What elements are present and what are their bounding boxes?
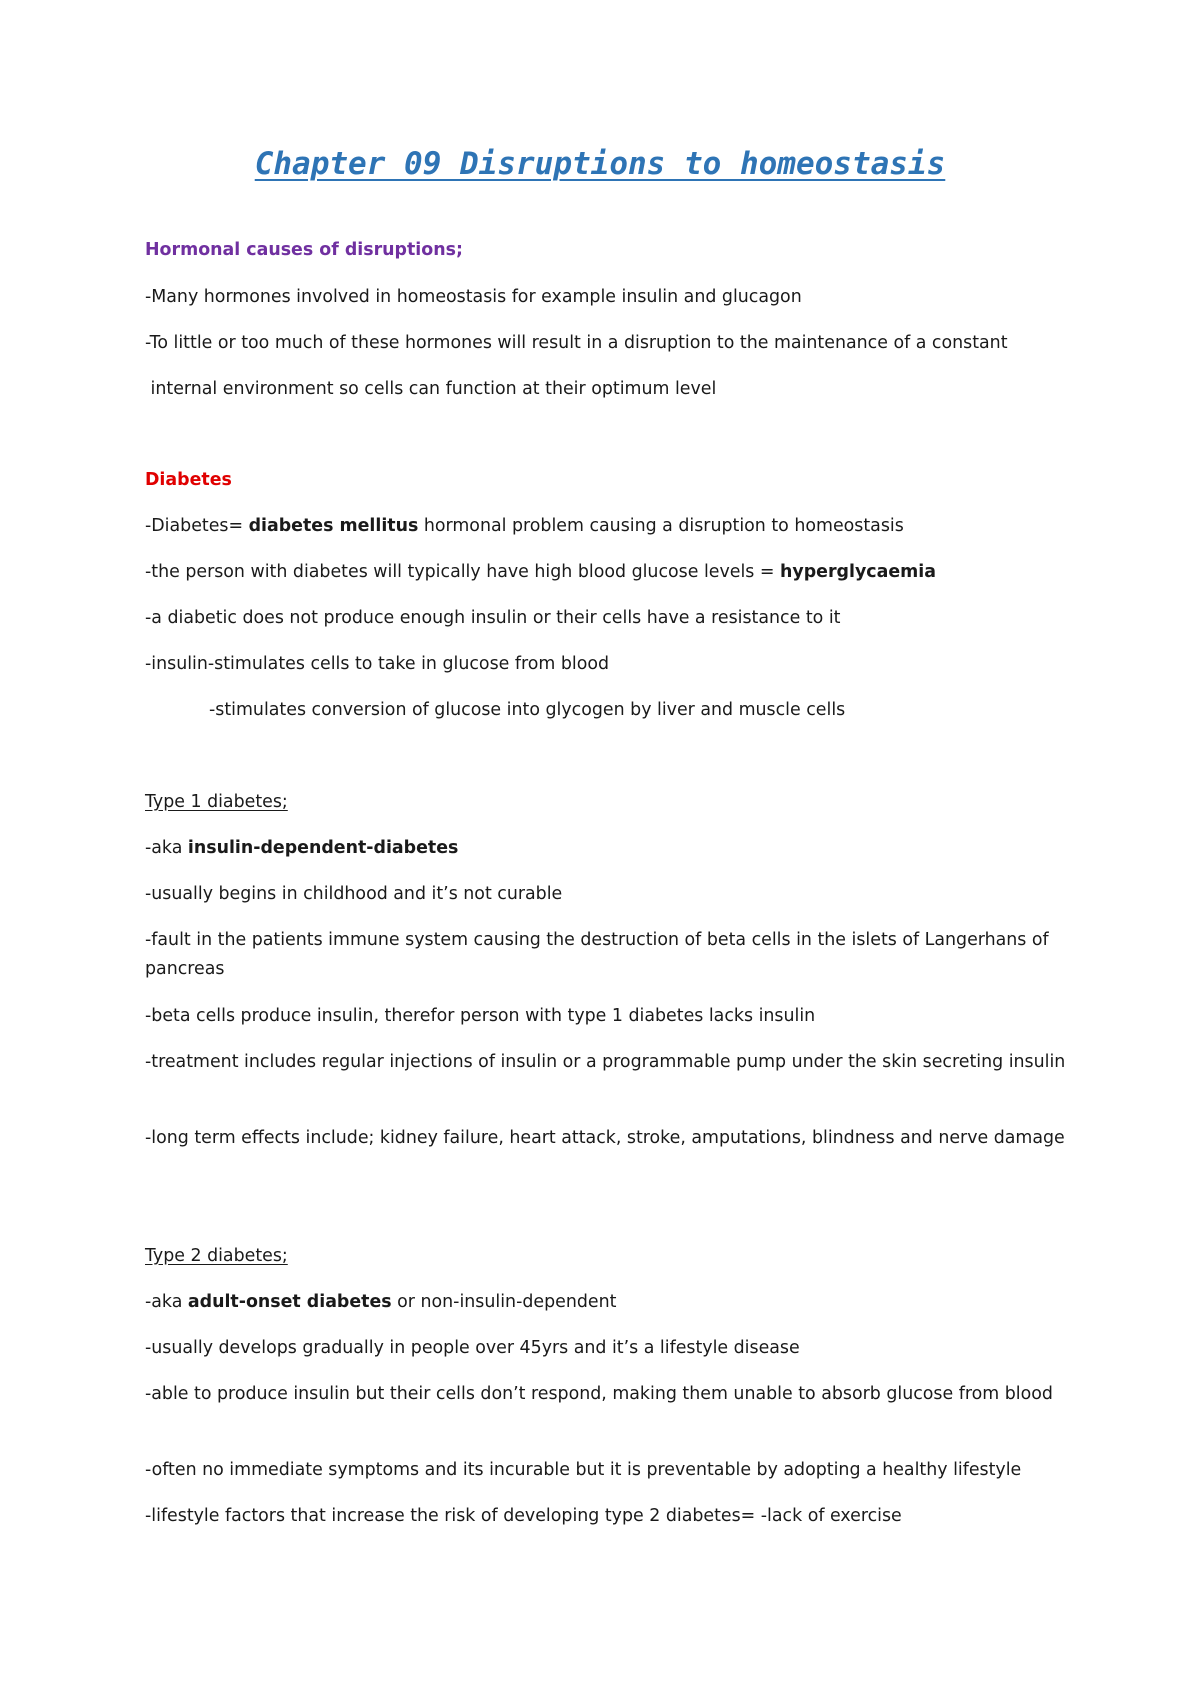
diabetes-line-4: -insulin-stimulates cells to take in glucose from blood — [145, 654, 610, 674]
section-heading-type1: Type 1 diabetes; — [145, 792, 288, 812]
diabetes-line-2-bold: hyperglycaemia — [780, 562, 936, 582]
type1-line-4: -beta cells produce insulin, therefor person with type 1 diabetes lacks insulin — [145, 1006, 816, 1026]
type2-line-5: -lifestyle factors that increase the risk of developing type 2 diabetes= -lack of exercise — [145, 1506, 902, 1526]
diabetes-line-1 — [145, 512, 1075, 541]
hormonal-line-1: -Many hormones involved in homeostasis for example insulin and glucagon — [145, 287, 802, 307]
diabetes-line-1-bold: diabetes mellitus — [248, 516, 419, 536]
section-heading-type2: Type 2 diabetes; — [145, 1246, 288, 1266]
section-heading-diabetes: Diabetes — [145, 470, 232, 490]
section-heading-hormonal: Hormonal causes of disruptions; — [145, 240, 463, 260]
type2-line-2: -usually develops gradually in people over 45yrs and it’s a lifestyle disease — [145, 1338, 800, 1358]
diabetes-line-3: -a diabetic does not produce enough insulin or their cells have a resistance to it — [145, 608, 841, 628]
type1-line-6: -long term effects include; kidney failure, heart attack, stroke, amputations, blindness and nerve damage — [145, 1128, 1065, 1148]
type1-line-1 — [145, 834, 1075, 863]
diabetes-line-1-rest: hormonal problem causing a disruption to homeostasis — [418, 516, 904, 536]
hormonal-line-2: -To little or too much of these hormones will result in a disruption to the maintenance of a constant — [145, 333, 1008, 353]
type2-line-1-rest: or non-insulin-dependent — [391, 1292, 617, 1312]
type1-line-3: -fault in the patients immune system causing the destruction of beta cells in the islets of Langerhans of pancreas — [145, 930, 1049, 979]
type1-line-2: -usually begins in childhood and it’s not curable — [145, 884, 563, 904]
page-title: Chapter 09 Disruptions to homeostasis — [254, 146, 946, 182]
diabetes-line-1-text: -Diabetes= — [145, 516, 249, 536]
type1-line-1-text: -aka — [145, 838, 188, 858]
diabetes-line-2 — [145, 558, 1075, 587]
type2-line-4: -often no immediate symptoms and its incurable but it is preventable by adopting a healthy lifestyle — [145, 1460, 1022, 1480]
type2-line-1 — [145, 1288, 1075, 1317]
diabetes-line-2-text: -the person with diabetes will typically have high blood glucose levels = — [145, 562, 780, 582]
hormonal-line-3: internal environment so cells can function at their optimum level — [145, 379, 717, 399]
diabetes-line-5: -stimulates conversion of glucose into glycogen by liver and muscle cells — [209, 700, 846, 720]
type2-line-3: -able to produce insulin but their cells don’t respond, making them unable to absorb glucose from blood — [145, 1384, 1053, 1404]
type1-line-5: -treatment includes regular injections of insulin or a programmable pump under the skin secreting insulin — [145, 1052, 1066, 1072]
type1-line-1-bold: insulin-dependent-diabetes — [187, 838, 459, 858]
type2-line-1-text: -aka — [145, 1292, 188, 1312]
type2-line-1-bold: adult-onset diabetes — [187, 1292, 392, 1312]
